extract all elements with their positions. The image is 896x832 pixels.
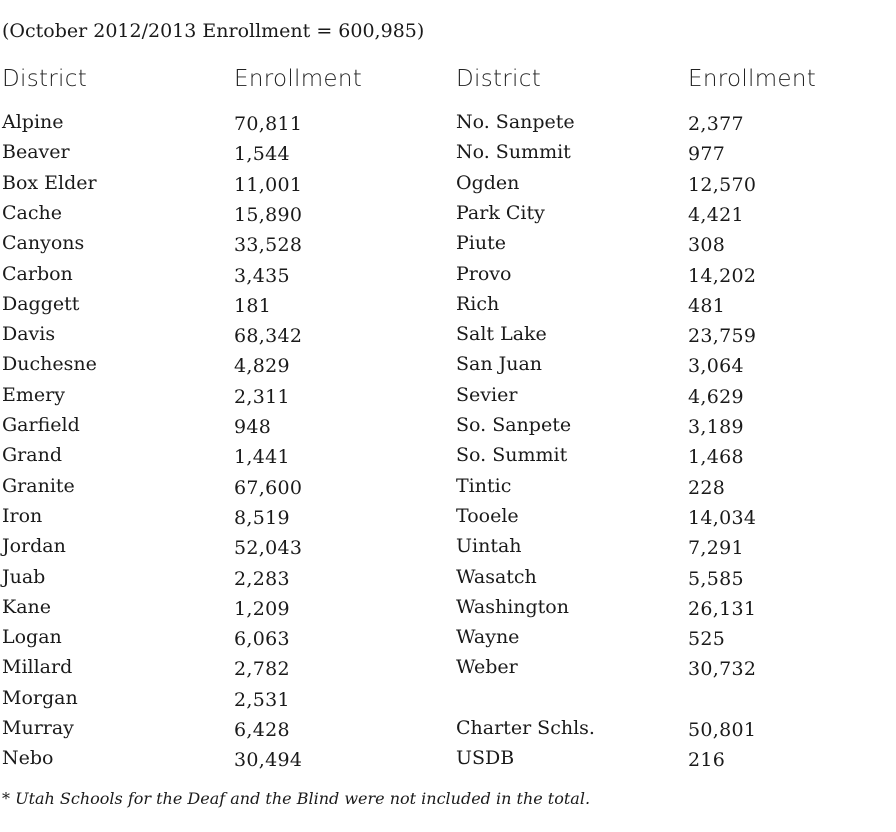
right-enrollment-value: 14,034 bbox=[688, 507, 757, 529]
left-district-header: District bbox=[2, 66, 88, 92]
left-district-name: Jordan bbox=[2, 535, 66, 557]
right-enrollment-value: 4,421 bbox=[688, 204, 744, 226]
right-enrollment-value: 525 bbox=[688, 628, 726, 650]
right-district-name: Wasatch bbox=[456, 566, 537, 588]
left-enrollment-value: 68,342 bbox=[234, 325, 303, 347]
left-district-name: Duchesne bbox=[2, 353, 97, 375]
left-enrollment-value: 15,890 bbox=[234, 204, 303, 226]
left-enrollment-value: 67,600 bbox=[234, 477, 303, 499]
right-district-name: Rich bbox=[456, 293, 500, 315]
right-district-name: No. Sanpete bbox=[456, 111, 575, 133]
enrollment-caption: (October 2012/2013 Enrollment = 600,985) bbox=[2, 20, 425, 42]
left-district-name: Murray bbox=[2, 717, 74, 739]
right-enrollment-value: 4,629 bbox=[688, 386, 744, 408]
left-district-name: Morgan bbox=[2, 687, 78, 709]
right-district-name: So. Sanpete bbox=[456, 414, 572, 436]
left-enrollment-value: 6,063 bbox=[234, 628, 290, 650]
right-district-name: Salt Lake bbox=[456, 323, 547, 345]
left-district-name: Nebo bbox=[2, 747, 54, 769]
right-district-name: San Juan bbox=[456, 353, 543, 375]
right-district-name: No. Summit bbox=[456, 141, 571, 163]
left-enrollment-value: 4,829 bbox=[234, 355, 290, 377]
right-enrollment-value: 216 bbox=[688, 749, 726, 771]
left-enrollment-value: 1,441 bbox=[234, 446, 290, 468]
left-district-name: Juab bbox=[2, 566, 46, 588]
left-district-name: Logan bbox=[2, 626, 62, 648]
left-enrollment-value: 70,811 bbox=[234, 113, 303, 135]
right-enrollment-value: 30,732 bbox=[688, 658, 757, 680]
right-enrollment-value: 3,064 bbox=[688, 355, 744, 377]
left-district-name: Alpine bbox=[2, 111, 64, 133]
right-enrollment-value: 1,468 bbox=[688, 446, 744, 468]
right-district-name: Provo bbox=[456, 263, 512, 285]
left-district-name: Granite bbox=[2, 475, 75, 497]
right-district-name: Sevier bbox=[456, 384, 518, 406]
left-enrollment-value: 1,544 bbox=[234, 143, 290, 165]
right-district-name: Ogden bbox=[456, 172, 520, 194]
left-district-name: Iron bbox=[2, 505, 43, 527]
left-enrollment-value: 2,311 bbox=[234, 386, 290, 408]
right-enrollment-value: 977 bbox=[688, 143, 726, 165]
left-district-name: Box Elder bbox=[2, 172, 97, 194]
right-district-name: So. Summit bbox=[456, 444, 568, 466]
left-district-name: Kane bbox=[2, 596, 52, 618]
left-enrollment-value: 8,519 bbox=[234, 507, 290, 529]
right-district-name: Weber bbox=[456, 656, 518, 678]
right-district-name: Wayne bbox=[456, 626, 520, 648]
right-enrollment-value: 481 bbox=[688, 295, 726, 317]
left-enrollment-value: 2,531 bbox=[234, 689, 290, 711]
right-enrollment-value: 7,291 bbox=[688, 537, 744, 559]
left-district-name: Davis bbox=[2, 323, 56, 345]
right-district-header: District bbox=[456, 66, 542, 92]
left-enrollment-value: 52,043 bbox=[234, 537, 303, 559]
right-enrollment-value: 308 bbox=[688, 234, 726, 256]
left-enrollment-value: 6,428 bbox=[234, 719, 290, 741]
left-district-name: Garfield bbox=[2, 414, 80, 436]
footnote: * Utah Schools for the Deaf and the Blind were not included in the total. bbox=[2, 789, 591, 808]
left-district-name: Emery bbox=[2, 384, 65, 406]
left-enrollment-value: 948 bbox=[234, 416, 272, 438]
right-enrollment-value: 26,131 bbox=[688, 598, 757, 620]
right-enrollment-header: Enrollment bbox=[688, 66, 817, 92]
right-district-name: Charter Schls. bbox=[456, 717, 595, 739]
left-district-name: Canyons bbox=[2, 232, 85, 254]
left-district-name: Cache bbox=[2, 202, 62, 224]
left-enrollment-header: Enrollment bbox=[234, 66, 363, 92]
right-enrollment-value: 14,202 bbox=[688, 265, 757, 287]
left-enrollment-value: 33,528 bbox=[234, 234, 303, 256]
left-enrollment-value: 1,209 bbox=[234, 598, 290, 620]
left-district-name: Millard bbox=[2, 656, 73, 678]
left-district-name: Carbon bbox=[2, 263, 73, 285]
left-district-name: Grand bbox=[2, 444, 62, 466]
left-enrollment-value: 3,435 bbox=[234, 265, 290, 287]
right-district-name: Piute bbox=[456, 232, 506, 254]
left-enrollment-value: 11,001 bbox=[234, 174, 303, 196]
right-district-name: Tintic bbox=[456, 475, 512, 497]
right-enrollment-value: 228 bbox=[688, 477, 726, 499]
right-enrollment-value: 5,585 bbox=[688, 568, 744, 590]
right-district-name: Park City bbox=[456, 202, 545, 224]
right-enrollment-value: 2,377 bbox=[688, 113, 744, 135]
left-enrollment-value: 30,494 bbox=[234, 749, 303, 771]
left-district-name: Daggett bbox=[2, 293, 80, 315]
right-district-name: Uintah bbox=[456, 535, 522, 557]
left-district-name: Beaver bbox=[2, 141, 70, 163]
left-enrollment-value: 2,782 bbox=[234, 658, 290, 680]
right-enrollment-value: 50,801 bbox=[688, 719, 757, 741]
left-enrollment-value: 181 bbox=[234, 295, 272, 317]
right-enrollment-value: 12,570 bbox=[688, 174, 757, 196]
right-district-name: Washington bbox=[456, 596, 569, 618]
right-district-name: Tooele bbox=[456, 505, 519, 527]
right-enrollment-value: 23,759 bbox=[688, 325, 757, 347]
right-enrollment-value: 3,189 bbox=[688, 416, 744, 438]
left-enrollment-value: 2,283 bbox=[234, 568, 290, 590]
right-district-name: USDB bbox=[456, 747, 515, 769]
